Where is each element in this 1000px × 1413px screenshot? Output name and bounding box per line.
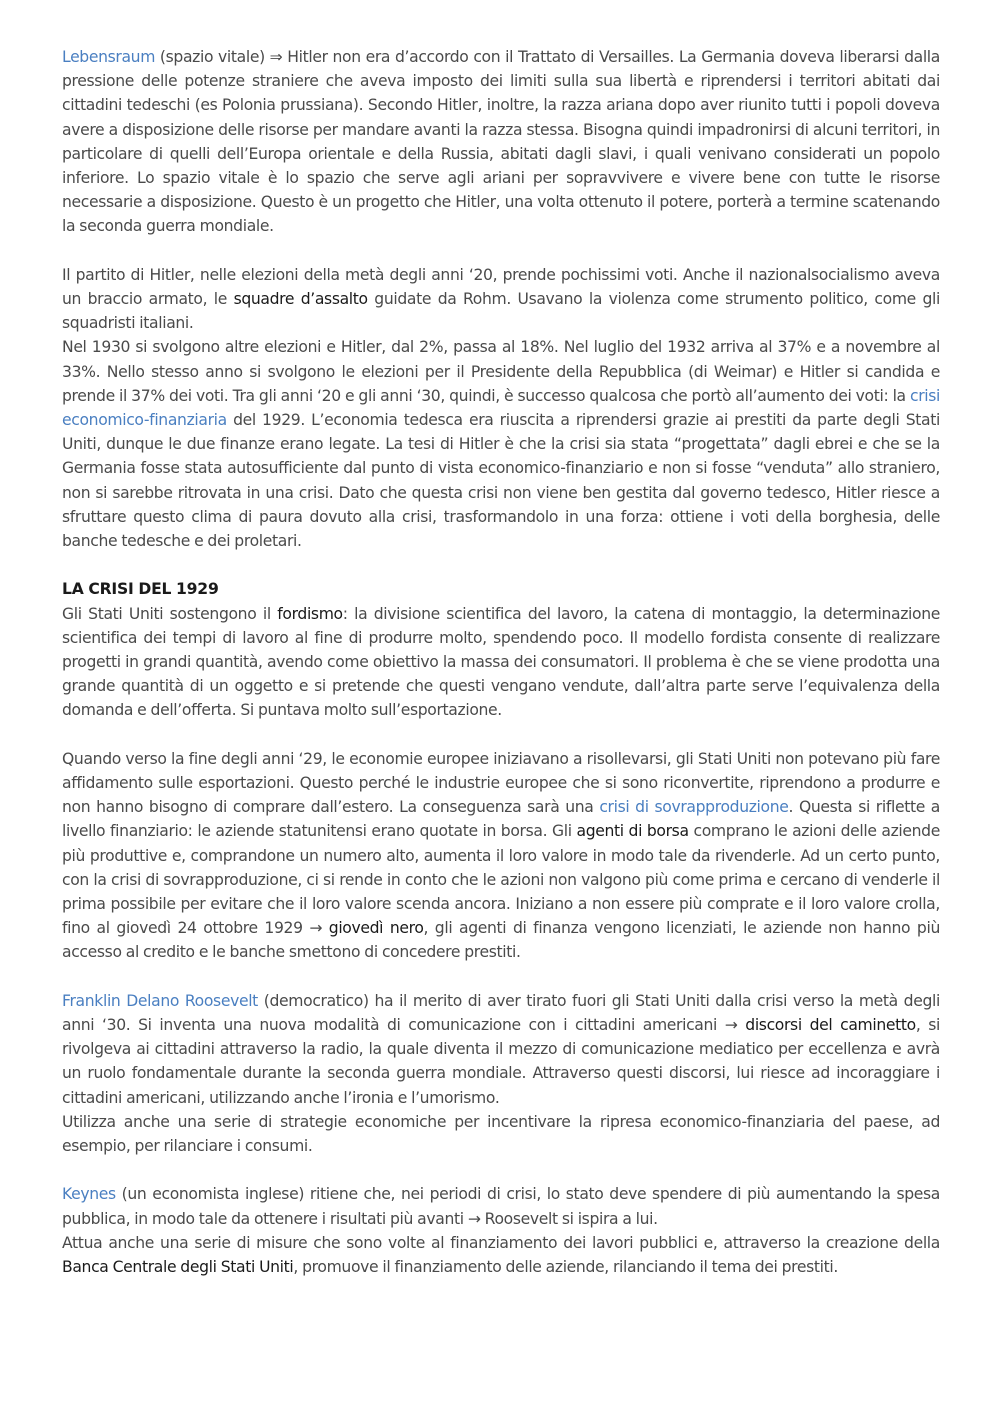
paragraph-text: Gli Stati Uniti sostengono il [62, 604, 278, 623]
paragraph-text: Attua anche una serie di misure che sono volte al finanziamento dei lavori pubblici e, attraverso la creazione della [62, 1233, 940, 1252]
term-discorsi-caminetto: discorsi del caminetto [745, 1016, 916, 1035]
paragraph-text: Utilizza anche una serie di strategie economiche per incentivare la ripresa economico-finanziaria del paese, ad esempio, per rilanciare i consumi. [62, 1112, 940, 1156]
term-crisi-sovrapproduzione: crisi di sovrapproduzione [599, 798, 789, 817]
paragraph-text: , si rivolgeva ai cittadini attraverso la radio, la quale diventa il mezzo di comunicazione mediatico per eccellenza e avrà un ruolo fondamentale durante la seconda guerra mondiale. Attraverso questi discorsi, lui riesce ad incoraggiare i cittadini americani, utilizzando anche l’ironia e l’umorismo. [62, 1016, 940, 1107]
term-squadre-assalto: squadre d’assalto [233, 290, 368, 309]
document-page [62, 45, 940, 1279]
paragraph-text: Quando verso la fine degli anni ‘29, le economie europee iniziavano a risollevarsi, gli Stati Uniti non potevano più fare affidamento sulle esportazioni. Questo perché le industrie europee che si sono riconvertite, riprendono a produrre e non hanno bisogno di comprare dall’estero. La conseguenza sarà una [62, 749, 940, 817]
paragraph-text: guidate da Rohm. Usavano la violenza come strumento politico, come gli squadristi italiani. [62, 290, 940, 333]
paragraph-text: (un economista inglese) ritiene che, nei periodi di crisi, lo stato deve spendere di più aumentando la spesa pubblica, in modo tale da ottenere i risultati più avanti → Roosevelt si ispira a lui. [62, 1185, 940, 1228]
paragraph-text: , gli agenti di finanza vengono licenziati, le aziende non hanno più accesso al credito e le banche smettono di concedere prestiti. [62, 919, 940, 962]
paragraph-text: (spazio vitale) ⇒ Hitler non era d’accordo con il Trattato di Versailles. La Germania doveva liberarsi dalla pressione delle potenze straniere che aveva imposto dei limiti sulla sua libertà e riprendersi i territori abitati dai cittadini tedeschi (es Polonia prussiana). Secondo Hitler, inoltre, la razza ariana dopo aver riunito tutti i popoli doveva avere a disposizione delle risorse per mandare avanti la razza stessa. Bisogna quindi impadronirsi di alcuni territori, in particolare di quelli dell’Europa orientale e della Russia, abitati dagli slavi, i quali venivano considerati un popolo inferiore. Lo spazio vitale è lo spazio che serve agli ariani per sopravvivere e vivere bene con tutte le risorse necessarie a disposizione. Questo è un progetto che Hitler, una volta ottenuto il potere, porterà a termine scatenando la seconda guerra mondiale. [62, 48, 940, 236]
paragraph-keynes [62, 1182, 940, 1230]
paragraph-banca-centrale [62, 1231, 940, 1279]
paragraph-lebensraum [62, 45, 940, 239]
term-crisi-economico-finanziaria: crisi economico-finanziaria [62, 386, 940, 430]
paragraph-text: , promuove il finanziamento delle aziende, rilanciando il tema dei prestiti. [293, 1258, 839, 1277]
term-lebensraum: Lebensraum [62, 48, 156, 66]
paragraph-text: . Questa si riflette a livello finanziario: le aziende statunitensi erano quotate in borsa. Gli [62, 798, 940, 841]
paragraph-fordismo [62, 602, 940, 723]
paragraph-strategie [62, 1110, 940, 1158]
paragraph-text: (democratico) ha il merito di aver tirato fuori gli Stati Uniti dalla crisi verso la metà degli anni ‘30. Si inventa una nuova modalità di comunicazione con i cittadini americani → [62, 991, 940, 1035]
paragraph-elezioni-1930 [62, 335, 940, 553]
term-giovedi-nero: giovedì nero [328, 919, 424, 938]
paragraph-text: del 1929. L’economia tedesca era riuscita a riprendersi grazie ai prestiti da parte degli Stati Uniti, dunque le due finanze erano legate. La tesi di Hitler è che la crisi sia stata “progettata” dagli ebrei e che se la Germania fosse stata autosufficiente dal punto di vista economico-finanziario e non si fosse “venduta” allo straniero, non si sarebbe ritrovata in una crisi. Dato che questa crisi non viene ben gestita dal governo tedesco, Hitler riesce a sfruttare questo clima di paura dovuto alla crisi, trasformandolo in una forza: ottiene i voti della borghesia, delle banche tedesche e dei proletari. [62, 411, 940, 551]
paragraph-text: : la divisione scientifica del lavoro, la catena di montaggio, la determinazione scientifica dei tempi di lavoro al fine di produrre molto, spendendo poco. Il modello fordista consente di realizzare progetti in grandi quantità, avendo come obiettivo la massa dei consumatori. Il problema è che se viene prodotta una grande quantità di un oggetto e si pretende che questi vengano vendute, dall’altra parte serve l’equivalenza della domanda e dell’offerta. Si puntava molto sull’esportazione. [62, 604, 940, 720]
paragraph-sovrapproduzione [62, 747, 940, 965]
paragraph-text: comprano le azioni delle aziende più produttive e, comprandone un numero alto, aumenta il loro valore in modo tale da rivenderle. Ad un certo punto, con la crisi di sovrapproduzione, ci si rende in conto che le azioni non valgono più come prima e cercano di venderle il prima possibile per evitare che il loro valore scenda ancora. Iniziano a non essere più comprate e il loro valore crolla, fino al giovedì 24 ottobre 1929 → [62, 822, 940, 938]
paragraph-roosevelt [62, 989, 940, 1110]
term-banca-centrale: Banca Centrale degli Stati Uniti [62, 1258, 294, 1277]
paragraph-text: Il partito di Hitler, nelle elezioni della metà degli anni ‘20, prende pochissimi voti. Anche il nazionalsocialismo aveva un braccio armato, le [62, 265, 940, 309]
term-agenti-borsa: agenti di borsa [576, 822, 689, 841]
paragraph-partito-hitler [62, 263, 940, 336]
paragraph-text: Nel 1930 si svolgono altre elezioni e Hitler, dal 2%, passa al 18%. Nel luglio del 1932 arriva al 37% e a novembre al 33%. Nello stesso anno si svolgono le elezioni per il Presidente della Repubblica (di Weimar) e Hitler si candida e prende il 37% dei voti. Tra gli anni ‘20 e gli anni ‘30, quindi, è successo qualcosa che portò all’aumento dei voti: la [62, 338, 940, 405]
section-heading: LA CRISI DEL 1929 [62, 580, 219, 599]
term-roosevelt: Franklin Delano Roosevelt [62, 991, 258, 1010]
term-keynes: Keynes [62, 1185, 116, 1204]
term-fordismo: fordismo [277, 604, 343, 623]
